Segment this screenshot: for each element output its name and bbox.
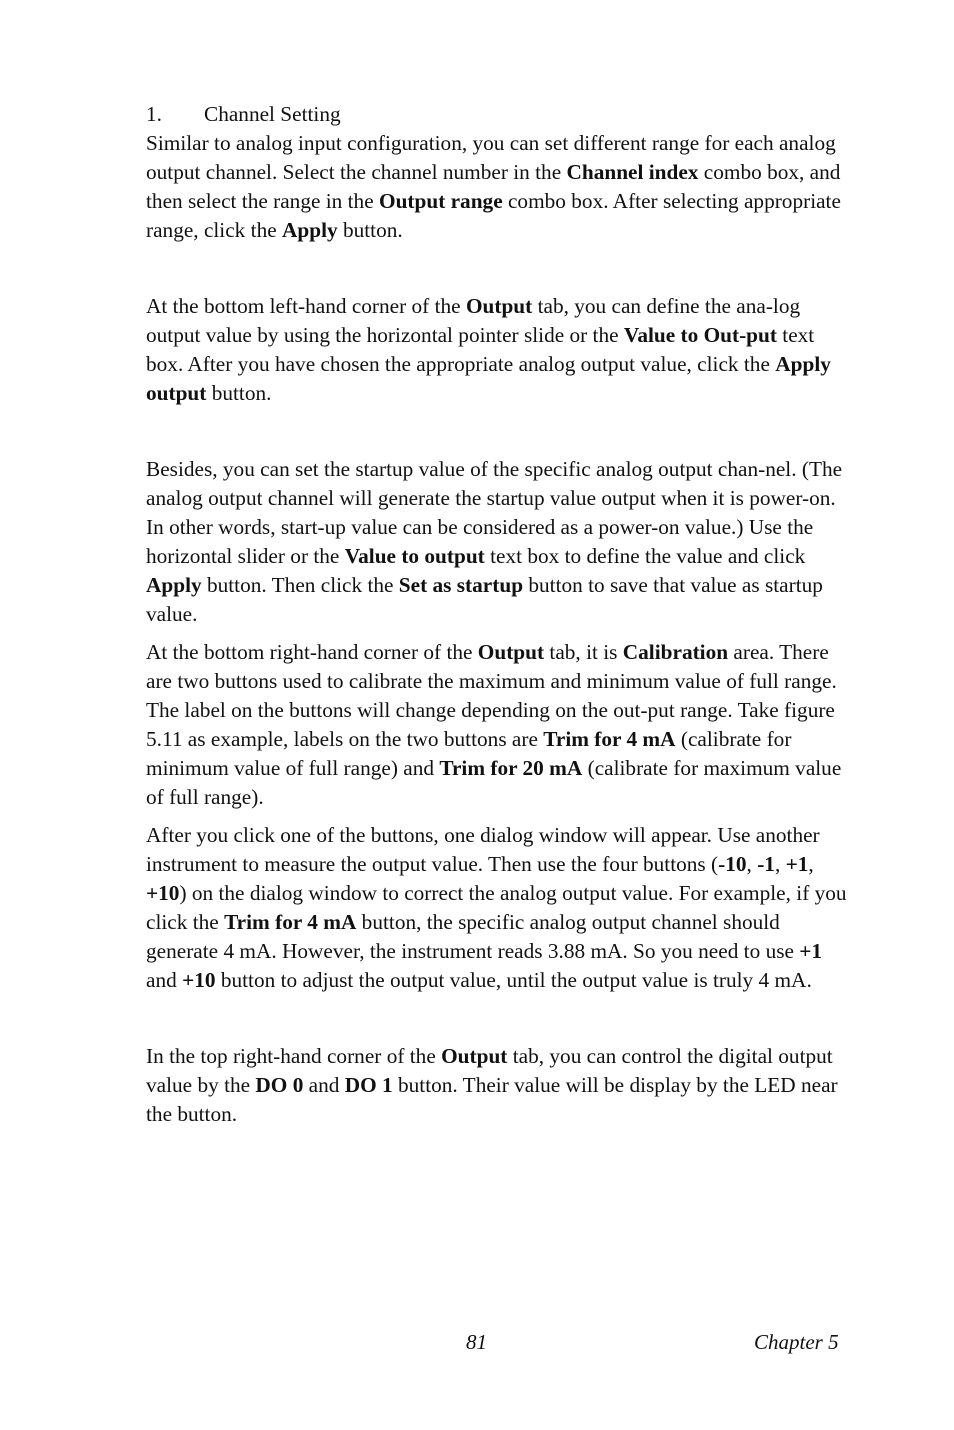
body-text bbox=[146, 100, 854, 1129]
bold-term: DO 0 bbox=[255, 1073, 304, 1097]
paragraph-startup-value bbox=[146, 455, 854, 629]
bold-term: Set as startup bbox=[398, 573, 524, 597]
text-run: text box. After you have chosen the appropriate analog output value, click the bbox=[146, 323, 815, 376]
section-number: 1. bbox=[146, 102, 162, 126]
bold-term: -10 bbox=[718, 852, 747, 876]
bold-term: Apply bbox=[282, 218, 338, 242]
bold-term: +1 bbox=[785, 852, 809, 876]
text-run: button. bbox=[337, 218, 403, 242]
text-run: tab, it is bbox=[544, 640, 623, 664]
text-run: combo box. After selecting appropriate range, click the bbox=[146, 189, 841, 242]
bold-term: Output bbox=[465, 294, 533, 318]
bold-term: Value to Out-put bbox=[623, 323, 777, 347]
text-run: text box to define the value and click bbox=[484, 544, 806, 568]
text-run: , bbox=[774, 852, 786, 876]
text-run: and bbox=[303, 1073, 345, 1097]
bold-term: DO 1 bbox=[344, 1073, 393, 1097]
paragraph-calibration-dialog bbox=[146, 821, 854, 995]
text-run: (calibrate for maximum value of full range). bbox=[146, 756, 842, 809]
paragraph-calibration bbox=[146, 638, 854, 812]
bold-term: -1 bbox=[757, 852, 775, 876]
bold-term: Value to output bbox=[344, 544, 485, 568]
text-run: (calibrate for minimum value of full range) and bbox=[146, 727, 792, 780]
text-run: At the bottom right-hand corner of the bbox=[146, 640, 478, 664]
bold-term: Output bbox=[477, 640, 545, 664]
text-run: In the top right-hand corner of the bbox=[146, 1044, 442, 1068]
bold-term: Apply output bbox=[146, 352, 831, 405]
text-run: button. Then click the bbox=[201, 573, 399, 597]
text-run: , bbox=[808, 852, 814, 876]
bold-term: Trim for 4 mA bbox=[543, 727, 676, 751]
paragraph-digital-output bbox=[146, 1042, 854, 1129]
text-run: button, the specific analog output channel should generate 4 mA. However, the instrument reads 3.88 mA. So you need to use bbox=[146, 910, 800, 963]
text-run: , bbox=[746, 852, 758, 876]
bold-term: Output bbox=[441, 1044, 508, 1068]
text-run: combo box, and then select the range in the bbox=[146, 160, 841, 213]
paragraph-output-value bbox=[146, 292, 854, 408]
paragraph-channel-setting bbox=[146, 129, 854, 245]
text-run: area. There are two buttons used to calibrate the maximum and minimum value of full range. The label on the buttons will change depending on the out-put range. Take figure 5.11 as example, labels on the two buttons are bbox=[146, 640, 837, 751]
text-run: button. Their value will be display by the LED near the button. bbox=[146, 1073, 838, 1126]
bold-term: Trim for 20 mA bbox=[439, 756, 583, 780]
text-run: and bbox=[146, 968, 183, 992]
bold-term: Calibration bbox=[622, 640, 729, 664]
section-title: Channel Setting bbox=[204, 102, 341, 126]
bold-term: +10 bbox=[146, 881, 180, 905]
text-run: After you click one of the buttons, one dialog window will appear. Use another instrument to measure the output value. Then use the four buttons ( bbox=[146, 823, 820, 876]
bold-term: Output range bbox=[379, 189, 503, 213]
bold-term: +1 bbox=[799, 939, 823, 963]
bold-term: Apply bbox=[146, 573, 202, 597]
text-run: At the bottom left-hand corner of the bbox=[146, 294, 466, 318]
text-run: ) on the dialog window to correct the analog output value. For example, if you click the bbox=[146, 881, 847, 934]
text-run: button. bbox=[206, 381, 272, 405]
bold-term: Trim for 4 mA bbox=[224, 910, 357, 934]
section-heading bbox=[146, 100, 854, 129]
text-run: button to save that value as startup value. bbox=[146, 573, 823, 626]
page-number: 81 bbox=[466, 1330, 487, 1354]
bold-term: +10 bbox=[182, 968, 216, 992]
chapter-label: Chapter 5 bbox=[754, 1330, 839, 1354]
text-run: tab, you can define the ana-log output value by using the horizontal pointer slide or the bbox=[146, 294, 801, 347]
text-run: button to adjust the output value, until the output value is truly 4 mA. bbox=[215, 968, 812, 992]
bold-term: Channel index bbox=[566, 160, 699, 184]
text-run: Besides, you can set the startup value of the specific analog output chan-nel. (The analog output channel will generate the startup value output when it is power-on. In other words, start-up value can be considered as a power-on value.) Use the horizontal slider or the bbox=[146, 457, 843, 568]
text-run: Similar to analog input configuration, you can set different range for each analog output channel. Select the channel number in the bbox=[146, 131, 836, 184]
text-run: tab, you can control the digital output value by the bbox=[146, 1044, 833, 1097]
